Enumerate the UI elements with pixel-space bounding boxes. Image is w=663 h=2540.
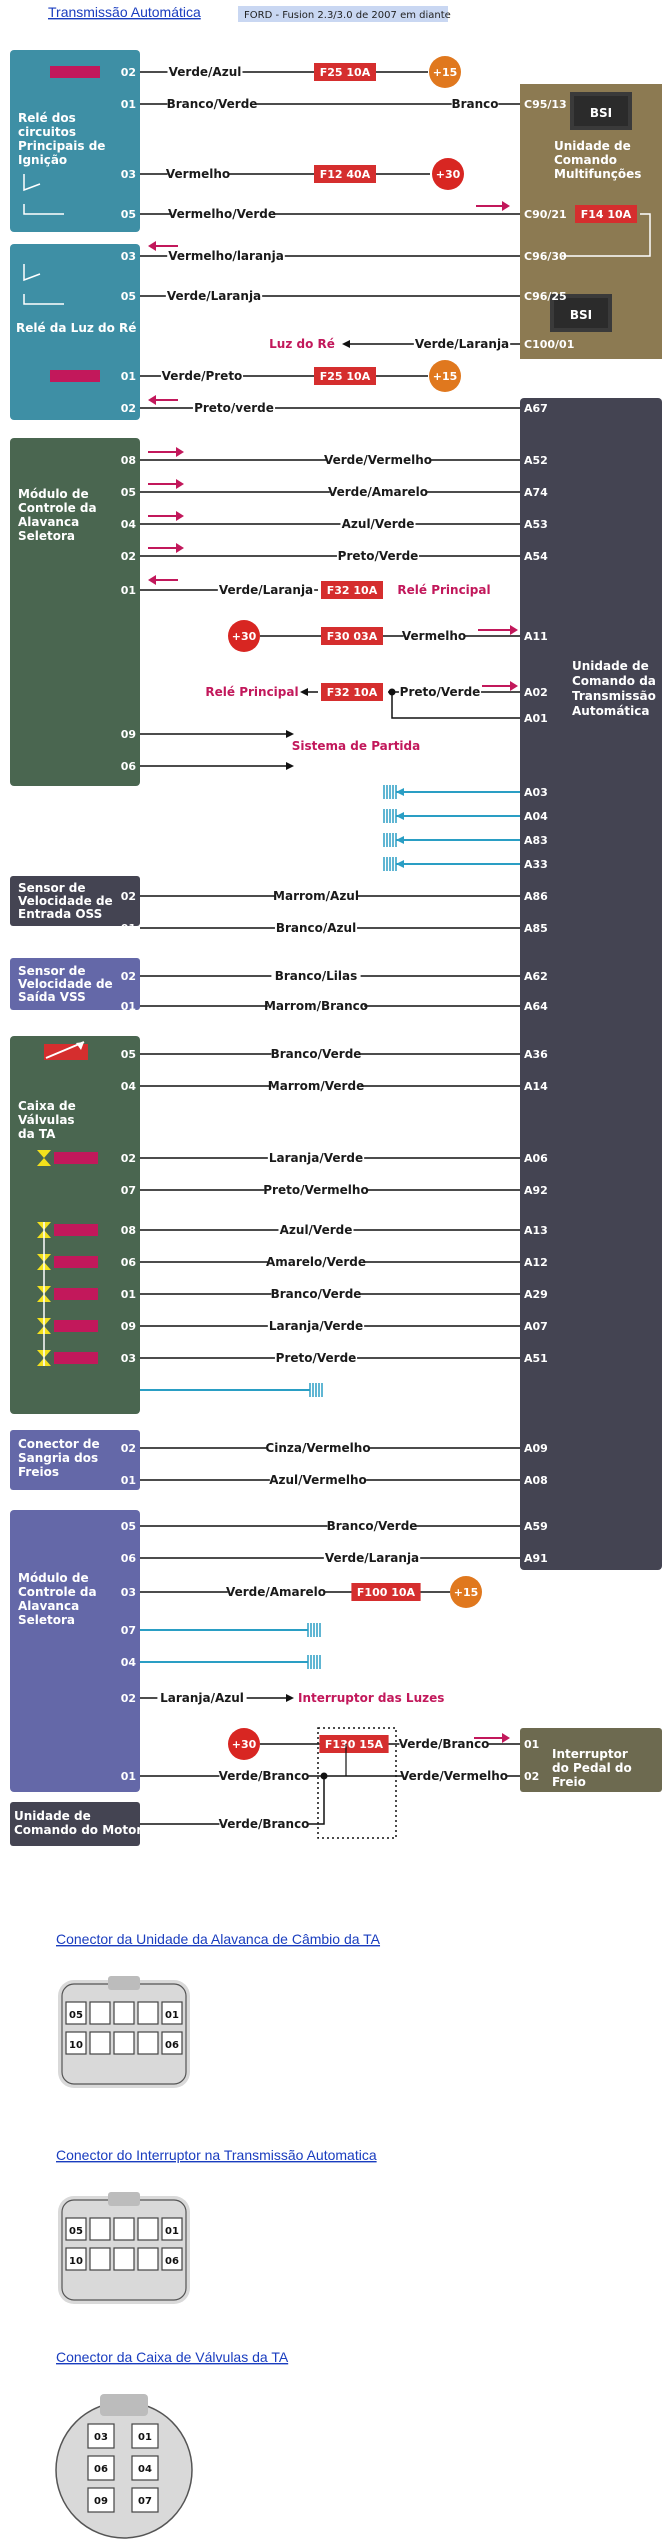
pin-row-25: 02 — [120, 970, 136, 983]
pin-03: 03 — [120, 168, 136, 181]
pin-blue-07: 07 — [120, 1624, 136, 1637]
box-sensor-oss-title-line: Velocidade de — [18, 894, 113, 908]
fuse-f130-label: F130 15A — [324, 1738, 384, 1751]
connector-3-latch — [100, 2394, 148, 2416]
dest-c96-25: C96/25 — [524, 290, 567, 303]
wire-06-head — [286, 762, 294, 770]
rele-principal-coil — [50, 66, 100, 78]
pin-row-24: 01 — [120, 922, 136, 935]
pin-row-36: 02 — [120, 1442, 136, 1455]
pin-alavanca-12: 02 — [120, 550, 136, 563]
dest-row-a13: A13 — [524, 1224, 548, 1237]
blue-arrow-19 — [396, 788, 404, 796]
pin-05: 05 — [120, 208, 136, 221]
box-modulo-alavanca-1-title-line: Alavanca — [18, 515, 80, 529]
wire-label-row-27: Branco/Verde — [270, 1047, 362, 1061]
box-conector-sangria-title-line: Conector de — [18, 1437, 100, 1451]
dest-a54: A54 — [524, 550, 548, 563]
box-rele-luz-re-title: Relé da Luz do Ré — [16, 321, 137, 335]
pin-05-b: 05 — [120, 290, 136, 303]
connector-1-lbl-b: 01 — [165, 2010, 179, 2021]
connector-2-cell — [114, 2218, 134, 2240]
box-unidade-motor-title-line: Comando do Motor — [14, 1823, 143, 1837]
pin-alavanca-10: 05 — [120, 486, 136, 499]
dest-row-a86: A86 — [524, 890, 548, 903]
wire-label-verde-amarelo-b: Verde/Amarelo — [225, 1585, 327, 1599]
note-sistema-partida: Sistema de Partida — [291, 739, 421, 753]
wire-label-9: Verde/Vermelho — [323, 453, 433, 467]
connector-1-cell — [114, 2032, 134, 2054]
wire-label-row-34: Laranja/Verde — [268, 1319, 364, 1333]
wire-c100-head — [342, 340, 350, 348]
dest-row-a12: A12 — [524, 1256, 548, 1269]
box-sensor-oss-title-line: Entrada OSS — [18, 907, 103, 921]
connector-1-cell — [90, 2002, 110, 2024]
dest-a01: A01 — [524, 712, 548, 725]
wire-label-laranja-azul: Laranja/Azul — [160, 1691, 244, 1705]
wire-label-verde-laranja: Verde/Laranja — [166, 289, 262, 303]
connector-3-lbl: 07 — [138, 2496, 152, 2507]
bsi-label-2: BSI — [569, 308, 593, 322]
pin-01-d: 01 — [120, 1770, 136, 1783]
supply-30-b-label: +30 — [231, 630, 257, 643]
blue-arrow-21 — [396, 836, 404, 844]
fuse-f25-b-label: F25 10A — [319, 370, 371, 383]
dest-a74: A74 — [524, 486, 548, 499]
valve-3-coil — [54, 1320, 98, 1332]
dest-c96-30: C96/30 — [524, 250, 567, 263]
box-sensor-oss-title-line: Sensor de — [18, 881, 86, 895]
box-conector-sangria-title-line: Sangria dos — [18, 1451, 99, 1465]
fuse-f12-label: F12 40A — [319, 168, 371, 181]
arrow-alavanca-9-head — [176, 447, 184, 457]
box-rele-principal-title-line: Principais de — [18, 139, 106, 153]
tcu-box — [520, 398, 662, 1570]
wire-label-10: Verde/Amarelo — [327, 485, 429, 499]
bsi-unit-title-line: Comando — [554, 153, 618, 167]
box-rele-principal-title-line: Relé dos — [18, 111, 76, 125]
pin-row-30: 07 — [120, 1184, 136, 1197]
pin-row-27: 05 — [120, 1048, 136, 1061]
connector-2-cell — [138, 2248, 158, 2270]
connector-title-1: Conector da Unidade da Alavanca de Câmbio da TA — [56, 1931, 381, 1947]
wire-label-verde-azul: Verde/Azul — [168, 65, 242, 79]
rele-luz-re-coil — [50, 370, 100, 382]
arrow-alavanca-12-head — [176, 543, 184, 553]
wire-label-row-36: Cinza/Vermelho — [265, 1441, 371, 1455]
arrow-alavanca-10-head — [176, 479, 184, 489]
fuse-f32-a-label: F32 10A — [326, 584, 378, 597]
arrow-a11-head — [510, 625, 518, 635]
dest-a04: A04 — [524, 810, 548, 823]
box-sensor-vss-title-line: Saída VSS — [18, 990, 86, 1004]
wire-label-row-23: Marrom/Azul — [273, 889, 359, 903]
connector-1-cell — [138, 2032, 158, 2054]
wire-label-row-37: Azul/Vermelho — [269, 1473, 367, 1487]
box-conector-sangria-title-line: Freios — [18, 1465, 59, 1479]
blue-arrow-20 — [396, 812, 404, 820]
arrow-vermelho-laranja-head — [148, 241, 156, 251]
page-title: Transmissão Automática — [48, 4, 201, 20]
valve-1-coil — [54, 1256, 98, 1268]
connector-2-lbl-a: 05 — [69, 2226, 83, 2237]
connector-1-cell — [90, 2032, 110, 2054]
arrow-preto-verde-head — [148, 395, 156, 405]
dest-row-a59: A59 — [524, 1520, 548, 1533]
pin-09: 09 — [120, 728, 136, 741]
wire-label-12: Preto/Verde — [337, 549, 419, 563]
tcu-title-line: Comando da — [572, 674, 656, 688]
box-caixa-valvulas-title-line: da TA — [18, 1127, 56, 1141]
wire-label-vermelho-b: Vermelho — [401, 629, 467, 643]
arrow-pedal-01-head — [502, 1733, 510, 1743]
pin-row-29: 02 — [120, 1152, 136, 1165]
pin-row-32: 06 — [120, 1256, 136, 1269]
dest-pedal-02: 02 — [524, 1770, 540, 1783]
fuse-f30-label: F30 03A — [326, 630, 378, 643]
connector-2-lbl-d: 06 — [165, 2256, 179, 2267]
wire-laranja-azul-head — [286, 1694, 294, 1702]
supply-30-c-label: +30 — [231, 1738, 257, 1751]
connector-2-cell — [90, 2248, 110, 2270]
note-luz-re: Luz do Ré — [269, 337, 335, 351]
bsi-label-1: BSI — [589, 106, 613, 120]
box-caixa-valvulas-title-line: Caixa de — [18, 1099, 76, 1113]
connector-2-lbl-b: 01 — [165, 2226, 179, 2237]
box-unidade-motor-title-line: Unidade de — [14, 1809, 91, 1823]
valve-0-coil — [54, 1224, 98, 1236]
pin-row-38: 05 — [120, 1520, 136, 1533]
dest-row-a07: A07 — [524, 1320, 548, 1333]
connector-1-cell — [138, 2002, 158, 2024]
wire-label-row-30: Preto/Vermelho — [263, 1183, 369, 1197]
box-modulo-alavanca-2-title-line: Módulo de — [18, 1571, 89, 1585]
wire-label-verde-laranja-c: Verde/Laranja — [218, 583, 314, 597]
wire-label-vermelho-laranja: Vermelho/laranja — [168, 249, 284, 263]
dest-a53: A53 — [524, 518, 548, 531]
wire-label-11: Azul/Verde — [341, 517, 415, 531]
blue-arrow-22 — [396, 860, 404, 868]
dest-row-a92: A92 — [524, 1184, 548, 1197]
pin-02-b: 02 — [120, 402, 136, 415]
tcu-title — [572, 659, 656, 718]
pin-row-37: 01 — [120, 1474, 136, 1487]
pin-alavanca-11: 04 — [120, 518, 136, 531]
box-modulo-alavanca-1-title-line: Controle da — [18, 501, 97, 515]
wire-label-vermelho-verde: Vermelho/Verde — [167, 207, 277, 221]
connector-2-lbl-c: 10 — [69, 2256, 83, 2267]
connector-2-cell — [90, 2218, 110, 2240]
wire-label-preto-verde-b: Preto/Verde — [399, 685, 481, 699]
wire-label-verde-branco-c: Verde/Branco — [218, 1817, 310, 1831]
pin-row-26: 01 — [120, 1000, 136, 1013]
dest-a33: A33 — [524, 858, 548, 871]
supply-15-c-label: +15 — [453, 1586, 479, 1599]
box-modulo-alavanca-2-title-line: Seletora — [18, 1613, 76, 1627]
valve-4-coil — [54, 1352, 98, 1364]
connector-2-cell — [114, 2248, 134, 2270]
connector-1-lbl-c: 10 — [69, 2040, 83, 2051]
dest-row-a36: A36 — [524, 1048, 548, 1061]
dest-c90-21: C90/21 — [524, 208, 567, 221]
box-sensor-vss-title-line: Sensor de — [18, 964, 86, 978]
connector-3-lbl: 09 — [94, 2496, 108, 2507]
pin-row-39: 06 — [120, 1552, 136, 1565]
wire-label-row-35: Preto/Verde — [275, 1351, 357, 1365]
bsi-unit-title-line: Multifunções — [554, 167, 642, 181]
wire-label-branco-verde: Branco/Verde — [166, 97, 258, 111]
note-rele-principal-a: Relé Principal — [397, 583, 491, 597]
box-interruptor-pedal-title-line: Freio — [552, 1775, 586, 1789]
connector-title-2: Conector do Interruptor na Transmissão Automatica — [56, 2147, 377, 2163]
wire-label-row-26: Marrom/Branco — [263, 999, 369, 1013]
wire-label-row-39: Verde/Laranja — [324, 1551, 420, 1565]
connector-3-lbl: 03 — [94, 2432, 108, 2443]
connector-2-cell — [138, 2218, 158, 2240]
supply-30-a-label: +30 — [435, 168, 461, 181]
dest-row-a85: A85 — [524, 922, 548, 935]
dest-row-a62: A62 — [524, 970, 548, 983]
pin-row-35: 03 — [120, 1352, 136, 1365]
connector-3-body — [56, 2402, 192, 2538]
arrow-c90-head — [502, 201, 510, 211]
wire-label-row-38: Branco/Verde — [326, 1519, 418, 1533]
connector-3-lbl: 04 — [138, 2464, 152, 2475]
wire-label-row-31: Azul/Verde — [279, 1223, 353, 1237]
box-caixa-valvulas-title-line: Válvulas — [18, 1113, 75, 1127]
wire-label-verde-branco-b: Verde/Branco — [218, 1769, 310, 1783]
pin-row-34: 09 — [120, 1320, 136, 1333]
connector-1-latch — [108, 1976, 140, 1990]
arrow-a02-head — [510, 681, 518, 691]
pin-blue-04: 04 — [120, 1656, 136, 1669]
box-modulo-alavanca-2-title-line: Alavanca — [18, 1599, 80, 1613]
wire-label-vermelho: Vermelho — [165, 167, 231, 181]
wire-label-verde-vermelho: Verde/Vermelho — [399, 1769, 509, 1783]
pin-row-33: 01 — [120, 1288, 136, 1301]
box-interruptor-pedal-title-line: Interruptor — [552, 1747, 628, 1761]
pin-03-b: 03 — [120, 250, 136, 263]
box-modulo-alavanca-2-title-line: Controle da — [18, 1585, 97, 1599]
note-rele-principal-b: Relé Principal — [205, 685, 299, 699]
connector-3-lbl: 01 — [138, 2432, 152, 2443]
dest-pedal-01: 01 — [524, 1738, 540, 1751]
pin-row-28: 04 — [120, 1080, 136, 1093]
box-rele-principal-title-line: Ignição — [18, 153, 68, 167]
dest-a11: A11 — [524, 630, 548, 643]
supply-15-a-label: +15 — [432, 66, 458, 79]
dest-row-a29: A29 — [524, 1288, 548, 1301]
dest-row-a91: A91 — [524, 1552, 548, 1565]
wire-label-verde-preto: Verde/Preto — [161, 369, 243, 383]
dest-row-a09: A09 — [524, 1442, 548, 1455]
arrow-alavanca-11-head — [176, 511, 184, 521]
pin-01-b: 01 — [120, 370, 136, 383]
dest-a52: A52 — [524, 454, 548, 467]
box-modulo-alavanca-1-title-line: Módulo de — [18, 487, 89, 501]
dest-a03: A03 — [524, 786, 548, 799]
page-subtitle: FORD - Fusion 2.3/3.0 de 2007 em diante — [244, 10, 451, 21]
wire-label-preto-verde: Preto/verde — [194, 401, 274, 415]
fuse-f14-label: F14 10A — [580, 208, 632, 221]
dest-row-a08: A08 — [524, 1474, 548, 1487]
connector-3-lbl: 06 — [94, 2464, 108, 2475]
connector-2-latch — [108, 2192, 140, 2206]
dest-row-a64: A64 — [524, 1000, 548, 1013]
box-sensor-vss-title-line: Velocidade de — [18, 977, 113, 991]
dest-c95-13: C95/13 — [524, 98, 567, 111]
connector-title-3: Conector da Caixa de Válvulas da TA — [56, 2349, 289, 2365]
tcu-title-line: Transmissão — [572, 689, 656, 703]
pin-03-c: 03 — [120, 1586, 136, 1599]
dest-row-a06: A06 — [524, 1152, 548, 1165]
valve-2-coil — [54, 1288, 98, 1300]
pin-row-31: 08 — [120, 1224, 136, 1237]
connector-1-lbl-d: 06 — [165, 2040, 179, 2051]
wire-label-verde-branco-a: Verde/Branco — [398, 1737, 490, 1751]
wire-label-row-24: Branco/Azul — [275, 921, 357, 935]
bsi-unit-title-line: Unidade de — [554, 139, 631, 153]
dest-c100-01: C100/01 — [524, 338, 575, 351]
tcu-title-line: Unidade de — [572, 659, 649, 673]
wire-rele-principal-b-head — [300, 688, 308, 696]
wire-label-row-25: Branco/Lilas — [274, 969, 358, 983]
dest-a83: A83 — [524, 834, 548, 847]
fuse-f25-a-label: F25 10A — [319, 66, 371, 79]
pin-01: 01 — [120, 98, 136, 111]
note-interruptor-luzes: Interruptor das Luzes — [298, 1691, 445, 1705]
box-rele-principal-title-line: circuitos — [18, 125, 77, 139]
box-interruptor-pedal-title-line: do Pedal do — [552, 1761, 632, 1775]
pin-02-c: 02 — [120, 1692, 136, 1705]
wire-label-row-28: Marrom/Verde — [267, 1079, 365, 1093]
dest-row-a51: A51 — [524, 1352, 548, 1365]
wire-label-row-29: Laranja/Verde — [268, 1151, 364, 1165]
arrow-verde-laranja-c-head — [148, 575, 156, 585]
valve-02-coil — [54, 1152, 98, 1164]
wire-label-row-33: Branco/Verde — [270, 1287, 362, 1301]
pin-alavanca-9: 08 — [120, 454, 136, 467]
pin-row-23: 02 — [120, 890, 136, 903]
wire-09-partida-head — [286, 730, 294, 738]
dest-a02: A02 — [524, 686, 548, 699]
supply-15-b-label: +15 — [432, 370, 458, 383]
wire-label-verde-laranja-b: Verde/Laranja — [414, 337, 510, 351]
dest-row-a14: A14 — [524, 1080, 548, 1093]
pin-01-c: 01 — [120, 584, 136, 597]
pin-06: 06 — [120, 760, 136, 773]
dest-a67: A67 — [524, 402, 548, 415]
fuse-f100-label: F100 10A — [356, 1586, 416, 1599]
wire-label-row-32: Amarelo/Verde — [265, 1255, 367, 1269]
box-modulo-alavanca-1-title-line: Seletora — [18, 529, 76, 543]
wire-label-branco: Branco — [451, 97, 499, 111]
connector-1-lbl-a: 05 — [69, 2010, 83, 2021]
connector-1-cell — [114, 2002, 134, 2024]
tcu-title-line: Automática — [572, 704, 650, 718]
pin-02: 02 — [120, 66, 136, 79]
fuse-f32-b-label: F32 10A — [326, 686, 378, 699]
